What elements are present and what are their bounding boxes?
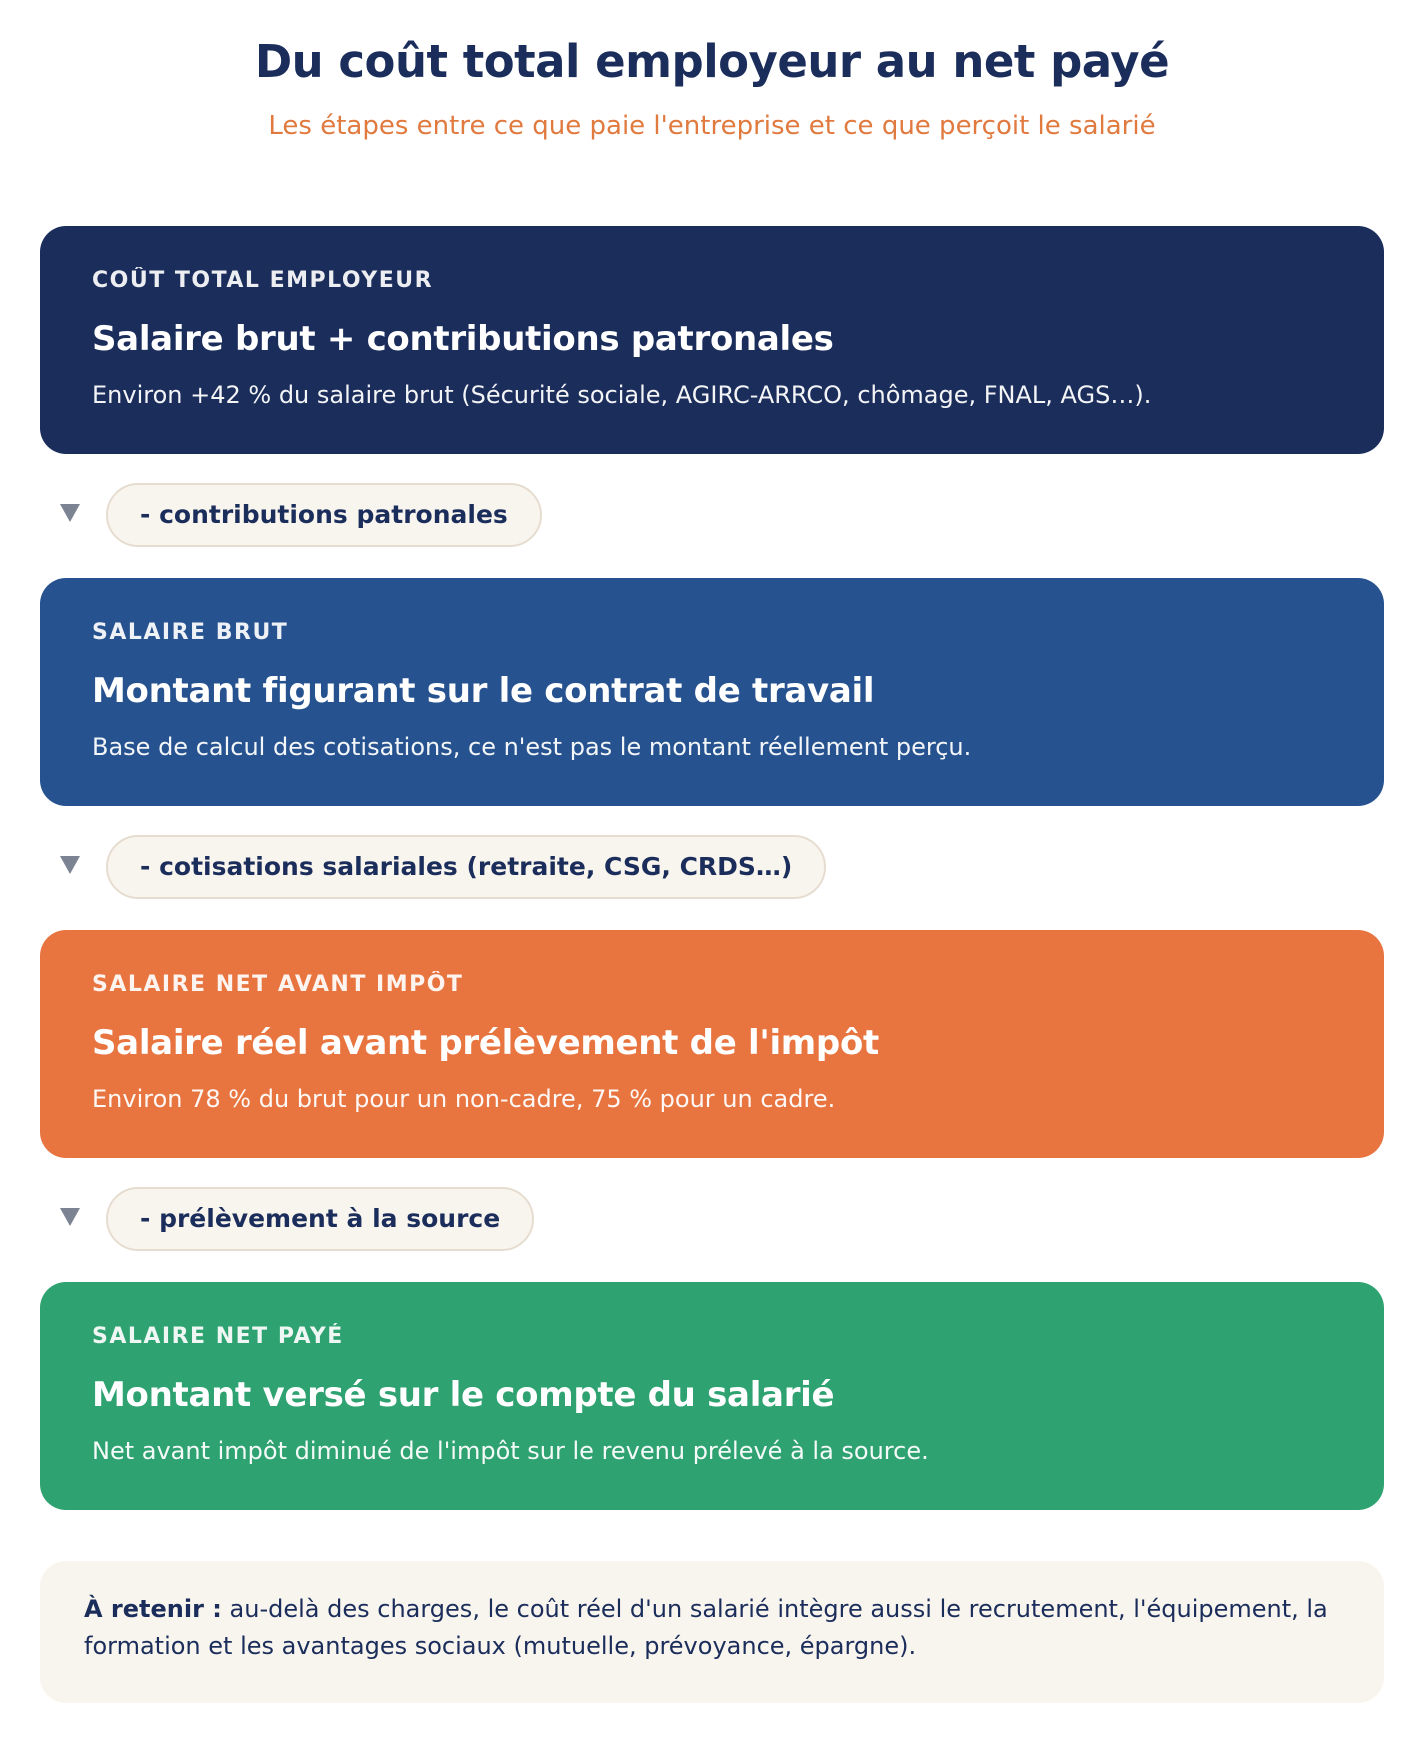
stage-description: Environ +42 % du salaire brut (Sécurité sociale, AGIRC-ARRCO, chômage, FNAL, AGS…). — [92, 381, 1152, 409]
deduction-step-employer-contributions — [40, 454, 1384, 578]
stage-title: Montant versé sur le compte du salarié — [92, 1375, 835, 1415]
stage-title: Salaire brut + contributions patronales — [92, 319, 834, 359]
deduction-pill: - prélèvement à la source — [106, 1187, 534, 1251]
down-arrow-icon — [60, 1208, 80, 1226]
key-takeaway-note — [40, 1561, 1384, 1703]
stage-description: Net avant impôt diminué de l'impôt sur le revenu prélevé à la source. — [92, 1437, 929, 1465]
page-subtitle: Les étapes entre ce que paie l'entreprise et ce que perçoit le salarié — [268, 111, 1156, 141]
page-title: Du coût total employeur au net payé — [254, 35, 1170, 88]
deduction-pill: - cotisations salariales (retraite, CSG, CRDS…) — [106, 835, 826, 899]
stage-label: SALAIRE NET PAYÉ — [92, 1324, 344, 1349]
deduction-step-withholding-tax — [40, 1158, 1384, 1282]
page — [40, 0, 1384, 1660]
note-text: au-delà des charges, le coût réel d'un salarié intègre aussi le recrutement, l'équipement, la formation et les avantages sociaux (mutuelle, prévoyance, épargne). — [84, 1595, 1328, 1660]
stage-card-gross-salary — [40, 578, 1384, 806]
note-lead: À retenir : — [84, 1595, 222, 1623]
deduction-pill: - contributions patronales — [106, 483, 542, 547]
stage-title: Montant figurant sur le contrat de travail — [92, 671, 875, 711]
down-arrow-icon — [60, 504, 80, 522]
stage-description: Base de calcul des cotisations, ce n'est pas le montant réellement perçu. — [92, 733, 972, 761]
stage-card-net-before-tax — [40, 930, 1384, 1158]
stage-label: SALAIRE BRUT — [92, 620, 289, 645]
stage-label: COÛT TOTAL EMPLOYEUR — [92, 268, 434, 293]
stage-label: SALAIRE NET AVANT IMPÔT — [92, 972, 464, 997]
stage-title: Salaire réel avant prélèvement de l'impôt — [92, 1023, 879, 1063]
salary-flow — [40, 226, 1384, 1510]
deduction-step-employee-contributions — [40, 806, 1384, 930]
stage-card-employer-cost — [40, 226, 1384, 454]
stage-description: Environ 78 % du brut pour un non-cadre, 75 % pour un cadre. — [92, 1085, 836, 1113]
stage-card-net-paid — [40, 1282, 1384, 1510]
down-arrow-icon — [60, 856, 80, 874]
